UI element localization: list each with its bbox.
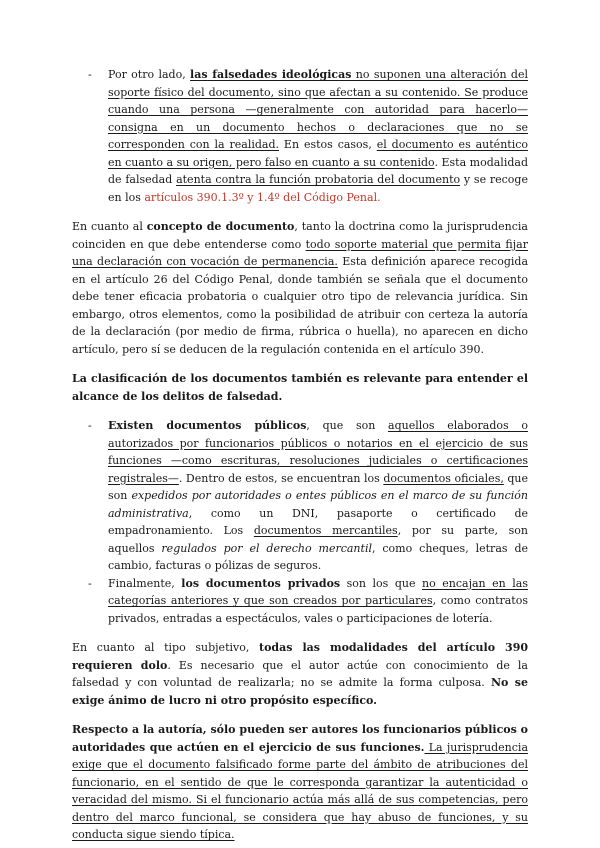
bullet-documentos-privados [72, 575, 528, 628]
bold-run: No se exige ánimo de lucro ni otro propósito específico. [72, 676, 528, 707]
bold-underline-run: las falsedades ideológicas [190, 68, 352, 81]
text-run: . Dentro de estos, se encuentran los [178, 471, 384, 485]
italic-run: expedidos por autoridades o entes públicos en el marco de su función administrativa [108, 489, 528, 520]
text-run: En cuanto al tipo subjetivo, [72, 641, 260, 654]
paragraph-concepto-documento [72, 218, 528, 358]
text-run: . Esta modalidad de falsedad [108, 155, 528, 186]
bold-run: los documentos privados [181, 576, 341, 590]
text-run: y se recoge en los [108, 173, 528, 204]
underline-run: no suponen una alteración del soporte físico del documento, sino que afectan a su contenido. Se produce cuando una persona —generalmente con autoridad para hacerlo— consigna en un documento hechos o declaraciones que no se corresponden con la realidad. [108, 68, 528, 151]
section-heading [72, 370, 528, 405]
text-run: , como cheques, letras de cambio, facturas o pólizas de seguros. [108, 541, 528, 572]
underline-run: documentos oficiales, [383, 471, 504, 485]
heading-text: La clasificación de los documentos también es relevante para entender el alcance de los delitos de falsedad. [72, 372, 528, 403]
underline-run: La jurisprudencia exige que el documento falsificado forme parte del ámbito de atribuciones del funcionario, en el sentido de que le corresponda garantizar la autenticidad o veracidad del mismo. Si el funcionario actúa más allá de sus competencias, pero dentro del marco funcional, se considera que hay abuso de funciones, y su conducta sigue siendo típica. [72, 740, 529, 841]
underline-run: documentos mercantiles [253, 524, 398, 537]
bullet-dash: - [88, 68, 92, 81]
text-run: Por otro lado, [108, 68, 191, 81]
bullet-falsedades-ideologicas [72, 66, 528, 206]
underline-run: todo soporte material que permita fijar una declaración con vocación de permanencia. [72, 237, 528, 268]
bold-run: Existen documentos públicos [108, 419, 307, 432]
underline-run: el documento es auténtico en cuanto a su origen, pero falso en cuanto a su contenido [108, 138, 528, 169]
text-run: , como contratos privados, entradas a espectáculos, vales o participaciones de lotería. [108, 594, 528, 625]
text-run: En estos casos, [279, 138, 377, 151]
text-run: En cuanto al [72, 220, 147, 233]
underline-run: atenta contra la función probatoria del documento [176, 173, 461, 186]
text-run: son los que [340, 576, 423, 590]
bold-run: todas las modalidades del artículo 390 requieren dolo [72, 641, 529, 672]
italic-run: regulados por el derecho mercantil [161, 541, 372, 555]
bold-run: Respecto a la autoría, sólo pueden ser autores los funcionarios públicos o autoridades que actúen en el ejercicio de sus funciones. [72, 723, 528, 754]
text-run: , por su parte, son aquellos [108, 524, 529, 555]
bullet-dash: - [88, 576, 92, 590]
bullet-dash: - [88, 419, 92, 432]
text-run: , tanto la doctrina como la jurisprudencia coinciden en que debe entenderse como [72, 220, 528, 251]
text-run: Esta definición aparece recogida en el artículo 26 del Código Penal, donde también se señala que el documento debe tener eficacia probatoria o cualquier otro tipo de relevancia jurídica. Sin embargo, otros elementos, como la posibilidad de atribuir con certeza la autoría de la declaración (por medio de firma, rúbrica o huella), no aparecen en dicho artículo, pero sí se deducen de la regulación contenida en el artículo 390. [72, 255, 528, 356]
paragraph-tipo-subjetivo [72, 639, 528, 709]
text-run: . Es necesario que el autor actúe con conocimiento de la falsedad y con voluntad de realizarla; no se admite la forma culposa. [72, 658, 528, 689]
underline-run: no encajan en las categorías anteriores y que son creados por particulares [108, 576, 528, 607]
underline-run: aquellos elaborados o autorizados por funcionarios públicos o notarios en el ejercicio de sus funciones —como escrituras, resoluciones judiciales o certificaciones registrales— [108, 419, 528, 485]
text-run: Finalmente, [108, 576, 182, 590]
paragraph-autoria [72, 721, 528, 844]
legal-reference: artículos 390.1.3º y 1.4º del Código Penal. [144, 190, 381, 204]
text-run: , como un DNI, pasaporte o certificado de empadronamiento. Los [108, 506, 528, 537]
bullet-documentos-publicos [72, 417, 528, 575]
text-run: que son [108, 471, 528, 502]
bold-run: concepto de documento [146, 220, 295, 233]
text-run: , que son [306, 419, 389, 432]
